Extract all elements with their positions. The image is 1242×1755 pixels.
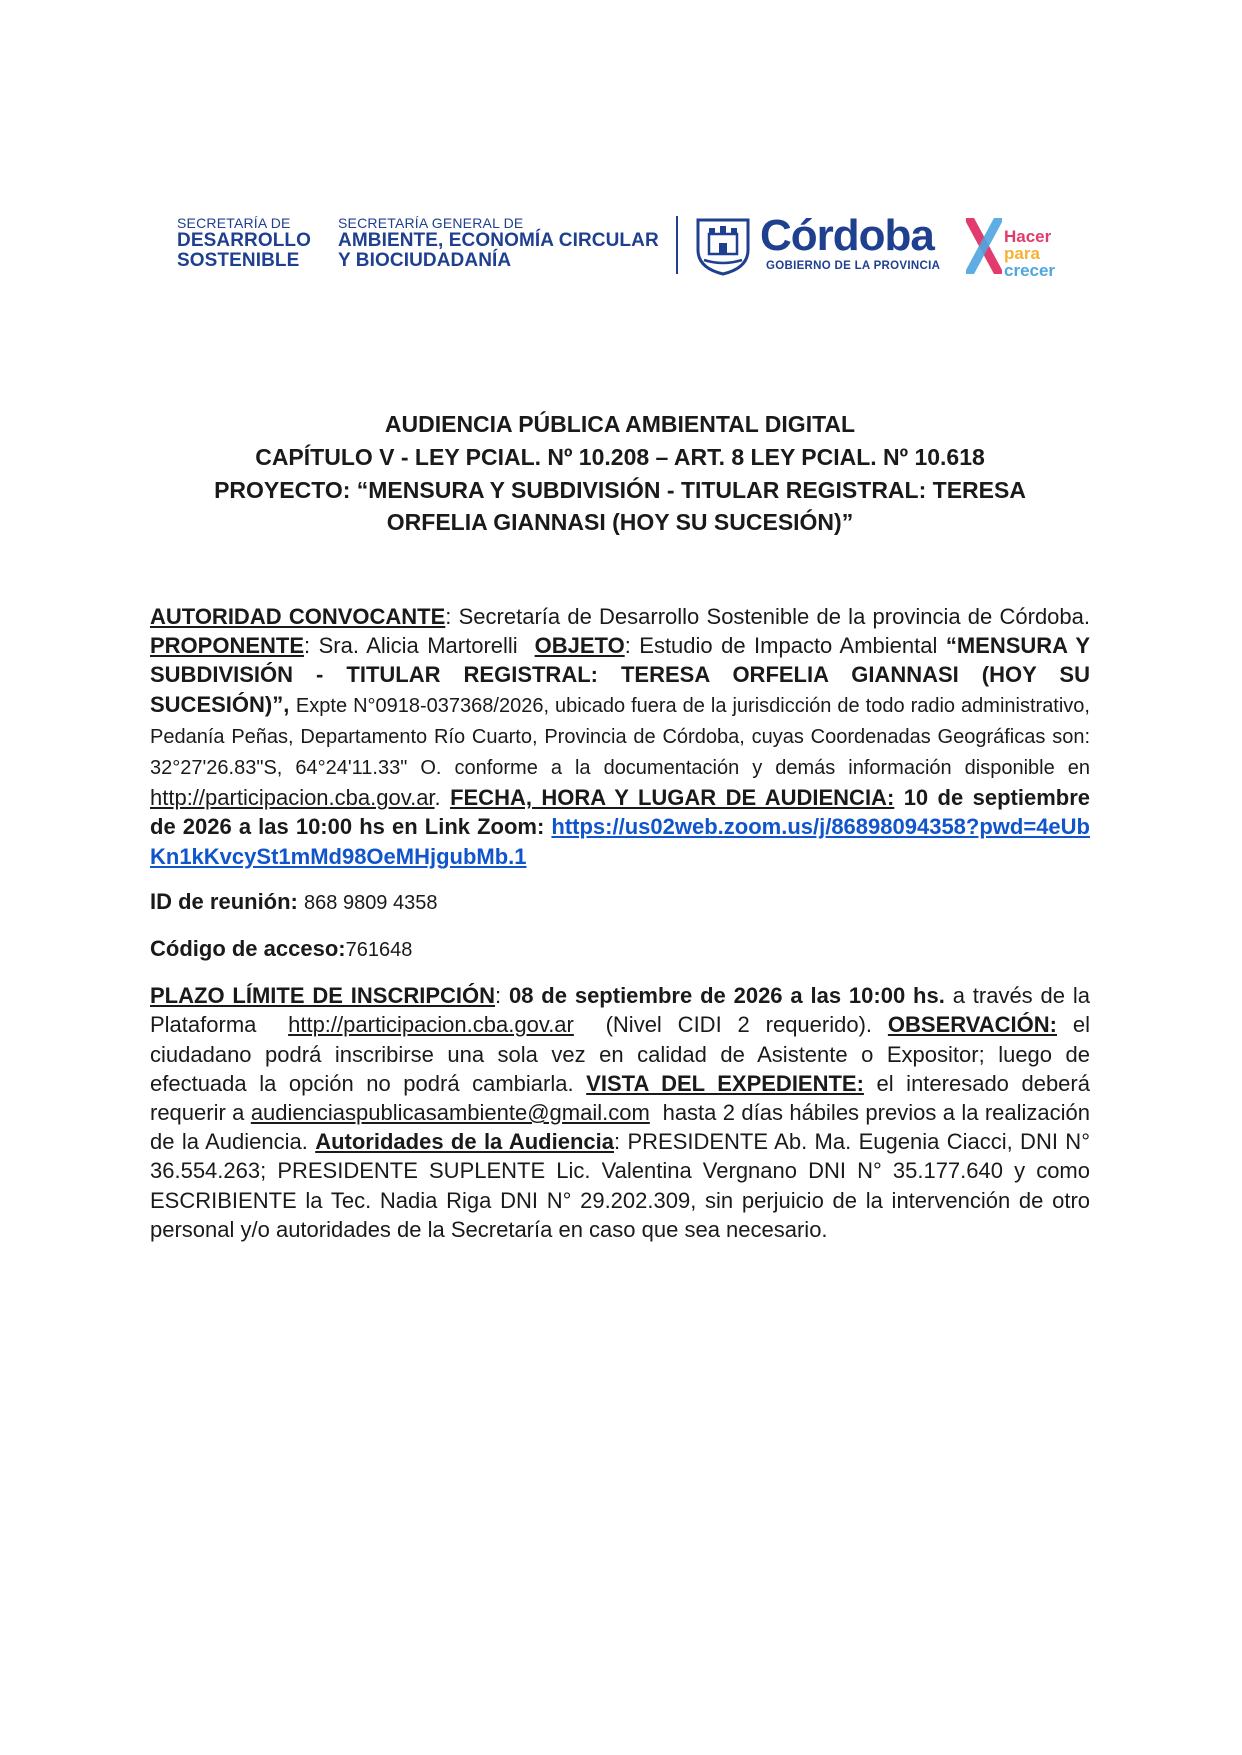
hacer-para-crecer-icon: [966, 218, 1002, 279]
logo-ds-line2: DESARROLLO: [177, 229, 311, 251]
objeto-label: OBJETO: [534, 633, 625, 659]
logo-hacer-para-crecer: [1004, 228, 1055, 279]
vista-text: el interesado deberá requerir a: [150, 1070, 1090, 1126]
access-code: [150, 934, 1090, 965]
autoridad-text: Secretaría de Desarrollo Sostenible de la provincia de Córdoba.: [458, 604, 1091, 629]
fecha-label: FECHA, HORA Y LUGAR DE AUDIENCIA:: [450, 785, 895, 811]
portal-link[interactable]: http://participacion.cba.gov.ar: [150, 785, 435, 811]
zoom-link[interactable]: https://us02web.zoom.us/j/86898094358?pwd=4eUbKn1kKvcySt1mMd98OeMHjgubMb.1: [150, 814, 1090, 869]
logo-secretaria-desarrollo-sostenible: [177, 216, 311, 271]
objeto-text: Estudio de Impacto Ambiental: [639, 633, 938, 659]
logo-ds-line3: SOSTENIBLE: [177, 249, 300, 271]
logo-cordoba-word: Córdoba: [760, 211, 934, 260]
fecha-text: 10 de septiembre de 2026 a las 10:00 hs en Link Zoom:: [150, 785, 1091, 840]
page-header: [0, 0, 1242, 300]
plazo-tail: (Nivel CIDI 2 requerido).: [605, 1012, 873, 1038]
logo-hacer-1: Hacer: [1004, 227, 1052, 246]
access-code-value: 761648: [345, 939, 413, 962]
logo-hacer-3: crecer: [1004, 261, 1056, 280]
logo-cordoba: [760, 212, 940, 272]
logo-cordoba-sub: GOBIERNO DE LA PROVINCIA: [766, 260, 941, 272]
plazo-portal-link[interactable]: http://participacion.cba.gov.ar: [288, 1012, 574, 1038]
proyecto-name: “MENSURA Y SUBDIVISIÓN - TITULAR REGISTRAL: TERESA ORFELIA GIANNASI (HOY SU SUCESIÓN)”,: [150, 633, 1090, 717]
title-line-3: PROYECTO: “MENSURA Y SUBDIVISIÓN - TITULAR REGISTRAL: TERESA: [214, 477, 1026, 503]
meeting-id: [150, 887, 1090, 918]
meeting-id-label: ID de reunión:: [150, 888, 298, 914]
logo-amb-line3: Y BIOCIUDADANÍA: [338, 249, 512, 271]
autoridades-text: PRESIDENTE Ab. Ma. Eugenia Ciacci, DNI N° 36.554.263; PRESIDENTE SUPLENTE Lic. Valentina Vergnano DNI N° 35.177.640 y como ESCRIBIENTE la Tec. Nadia Riga DNI N° 29.202.309, sin perjuicio de la intervención de otro personal y/o autoridades de la Secretaría en caso que sea necesario.: [150, 1129, 1090, 1242]
logo-secretaria-ambiente: [338, 216, 659, 271]
plazo-date: 08 de septiembre de 2026 a las 10:00 hs.: [508, 983, 945, 1009]
title-line-4: ORFELIA GIANNASI (HOY SU SUCESIÓN)”: [386, 509, 854, 535]
vista-label: VISTA DEL EXPEDIENTE:: [586, 1070, 864, 1096]
plazo-label: PLAZO LÍMITE DE INSCRIPCIÓN: [150, 983, 496, 1009]
email-link[interactable]: audienciaspublicasambiente@gmail.com: [250, 1100, 650, 1126]
logo-hacer-2: para: [1004, 244, 1040, 263]
logo-divider: [676, 216, 678, 274]
cordoba-crest-icon: [694, 214, 752, 281]
autoridades-label: Autoridades de la Audiencia: [315, 1129, 614, 1155]
logo-amb-line1: SECRETARÍA GENERAL DE: [338, 215, 524, 231]
paragraph-plazo: PLAZO LÍMITE DE INSCRIPCIÓN: 08 de septiembre de 2026 a las 10:00 hs. a través de la Plataforma http://participacion.cba.gov.ar (Nivel CIDI 2 requerido). OBSERVACIÓN: el ciudadano podrá inscribirse una sola vez en calidad de Asistente o Expositor; luego de efectuada la opción no podrá cambiarla. VISTA DEL EXPEDIENTE: el interesado deberá requerir a audienciaspublicasambiente@gmail.com hasta 2 días hábiles previos a la realización de la Audiencia. Autoridades de la Audiencia: PRESIDENTE Ab. Ma. Eugenia Ciacci, DNI N° 36.554.263; PRESIDENTE SUPLENTE Lic. Valentina Vergnano DNI N° 35.177.640 y como ESCRIBIENTE la Tec. Nadia Riga DNI N° 29.202.309, sin perjuicio de la intervención de otro personal y/o autoridades de la Secretaría en caso que sea necesario.: [150, 983, 1091, 1242]
meeting-id-value: 868 9809 4358: [304, 891, 438, 914]
title-line-2: CAPÍTULO V - LEY PCIAL. Nº 10.208 – ART. 8 LEY PCIAL. Nº 10.618: [255, 444, 985, 470]
observacion-label: OBSERVACIÓN:: [887, 1012, 1057, 1038]
plazo-text: a través de la Plataforma: [150, 983, 1090, 1038]
title-line-1: AUDIENCIA PÚBLICA AMBIENTAL DIGITAL: [384, 411, 856, 437]
vista-tail: hasta 2 días hábiles previos a la realización de la Audiencia.: [150, 1100, 1091, 1155]
logo-amb-line2: AMBIENTE, ECONOMÍA CIRCULAR: [338, 229, 659, 251]
proponente-text: Sra. Alicia Martorelli: [318, 633, 518, 659]
observacion-text: el ciudadano podrá inscribirse una sola vez en calidad de Asistente o Expositor; luego de efectuada la opción no podrá cambiarla.: [150, 1012, 1090, 1096]
autoridad-label: AUTORIDAD CONVOCANTE: [150, 604, 446, 629]
paragraph-main: AUTORIDAD CONVOCANTE: Secretaría de Desarrollo Sostenible de la provincia de Córdoba. PROPONENTE: Sra. Alicia Martorelli OBJETO: Estudio de Impacto Ambiental “MENSURA Y SUBDIVISIÓN - TITULAR REGISTRAL: TERESA ORFELIA GIANNASI (HOY SU SUCESIÓN)”, Expte N°0918-037368/2026, ubicado fuera de la jurisdicción de todo radio administrativo, Pedanía Peñas, Departamento Río Cuarto, Provincia de Córdoba, cuyas Coordenadas Geográficas son: 32°27'26.83"S, 64°24'11.33" O. conforme a la documentación y demás información disponible en http://participacion.cba.gov.ar. FECHA, HORA Y LUGAR DE AUDIENCIA: 10 de septiembre de 2026 a las 10:00 hs en Link Zoom: https://us02web.zoom.us/j/86898094358?pwd=4eUbKn1kKvcySt1mMd98OeMHjgubMb.1: [150, 604, 1091, 869]
access-code-label: Código de acceso:: [150, 936, 346, 962]
expte-text: Expte N°0918-037368/2026, ubicado fuera de la jurisdicción de todo radio administrativo, Pedanía Peñas, Departamento Río Cuarto, Provincia de Córdoba, cuyas Coordenadas Geográficas son: 32°27'26.83"S, 64°24'11.33" O. conforme a la documentación y demás información disponible en: [150, 694, 1090, 780]
proponente-label: PROPONENTE: [150, 633, 305, 659]
document-title: [150, 408, 1090, 537]
logo-ds-line1: SECRETARÍA DE: [177, 215, 291, 231]
document-body: [150, 602, 1090, 1244]
